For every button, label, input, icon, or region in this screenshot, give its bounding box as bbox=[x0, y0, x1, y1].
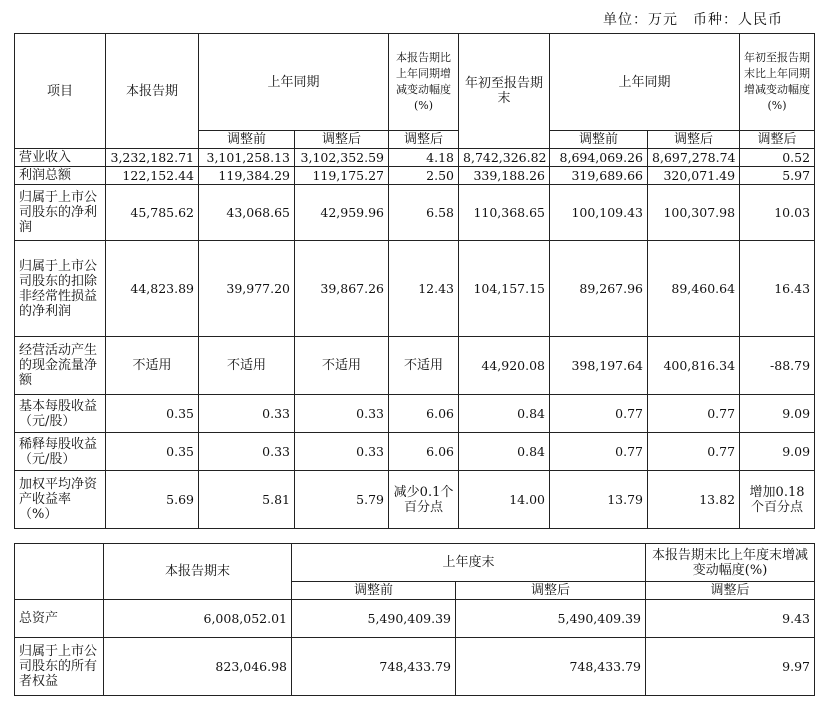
cell-value: 13.82 bbox=[648, 471, 740, 529]
row-label: 加权平均净资产收益率（%） bbox=[15, 471, 106, 529]
row-label: 归属于上市公司股东的扣除非经常性损益的净利润 bbox=[15, 241, 106, 337]
cell-value: 增加0.18个百分点 bbox=[740, 471, 815, 529]
cell-value: 5.97 bbox=[740, 167, 815, 185]
cell-value: 39,977.20 bbox=[199, 241, 295, 337]
header-change-ytd: 年初至报告期末比上年同期增减变动幅度(%) bbox=[740, 34, 815, 131]
header-before-adjustment: 调整前 bbox=[292, 582, 456, 600]
cell-value: 10.03 bbox=[740, 185, 815, 241]
table-row bbox=[15, 337, 815, 395]
row-label: 基本每股收益（元/股） bbox=[15, 395, 106, 433]
table-row bbox=[15, 185, 815, 241]
cell-value: 42,959.96 bbox=[295, 185, 389, 241]
cell-value: 8,697,278.74 bbox=[648, 149, 740, 167]
cell-value: 3,101,258.13 bbox=[199, 149, 295, 167]
cell-value: 748,433.79 bbox=[456, 638, 646, 696]
cell-value: 0.77 bbox=[550, 433, 648, 471]
cell-value: 0.33 bbox=[199, 433, 295, 471]
cell-value: -88.79 bbox=[740, 337, 815, 395]
financial-indicators-table bbox=[14, 33, 815, 529]
cell-value: 6.58 bbox=[389, 185, 459, 241]
row-label: 利润总额 bbox=[15, 167, 106, 185]
cell-value: 0.77 bbox=[550, 395, 648, 433]
table-row bbox=[15, 395, 815, 433]
cell-value: 0.35 bbox=[106, 433, 199, 471]
cell-value: 不适用 bbox=[106, 337, 199, 395]
row-label: 总资产 bbox=[15, 600, 104, 638]
table-row bbox=[15, 149, 815, 167]
cell-value: 不适用 bbox=[389, 337, 459, 395]
cell-value: 0.52 bbox=[740, 149, 815, 167]
cell-value: 6.06 bbox=[389, 395, 459, 433]
header-ytd: 年初至报告期末 bbox=[459, 34, 550, 149]
cell-value: 748,433.79 bbox=[292, 638, 456, 696]
cell-value: 110,368.65 bbox=[459, 185, 550, 241]
cell-value: 45,785.62 bbox=[106, 185, 199, 241]
cell-value: 6,008,052.01 bbox=[104, 600, 292, 638]
cell-value: 8,742,326.82 bbox=[459, 149, 550, 167]
cell-value: 不适用 bbox=[199, 337, 295, 395]
header-prior-year-ytd: 上年同期 bbox=[550, 34, 740, 131]
cell-value: 89,267.96 bbox=[550, 241, 648, 337]
header-change-after-adjustment-ytd: 调整后 bbox=[740, 131, 815, 149]
cell-value: 9.97 bbox=[646, 638, 815, 696]
table-row bbox=[15, 471, 815, 529]
cell-value: 13.79 bbox=[550, 471, 648, 529]
cell-value: 16.43 bbox=[740, 241, 815, 337]
cell-value: 0.33 bbox=[295, 395, 389, 433]
cell-value: 39,867.26 bbox=[295, 241, 389, 337]
cell-value: 12.43 bbox=[389, 241, 459, 337]
cell-value: 0.77 bbox=[648, 395, 740, 433]
cell-value: 44,920.08 bbox=[459, 337, 550, 395]
table-row bbox=[15, 241, 815, 337]
row-label: 归属于上市公司股东的净利润 bbox=[15, 185, 106, 241]
cell-value: 5.79 bbox=[295, 471, 389, 529]
header-before-adjustment: 调整前 bbox=[199, 131, 295, 149]
cell-value: 119,384.29 bbox=[199, 167, 295, 185]
header-after-adjustment-ytd: 调整后 bbox=[648, 131, 740, 149]
header-item: 项目 bbox=[15, 34, 106, 149]
cell-value: 8,694,069.26 bbox=[550, 149, 648, 167]
cell-value: 0.84 bbox=[459, 433, 550, 471]
cell-value: 44,823.89 bbox=[106, 241, 199, 337]
unit-currency-line: 单位：万元 币种：人民币 bbox=[603, 12, 783, 28]
cell-value: 100,109.43 bbox=[550, 185, 648, 241]
cell-value: 100,307.98 bbox=[648, 185, 740, 241]
cell-value: 400,816.34 bbox=[648, 337, 740, 395]
cell-value: 3,102,352.59 bbox=[295, 149, 389, 167]
cell-value: 减少0.1个百分点 bbox=[389, 471, 459, 529]
row-label: 归属于上市公司股东的所有者权益 bbox=[15, 638, 104, 696]
row-label: 经营活动产生的现金流量净额 bbox=[15, 337, 106, 395]
header-prior-year-end: 上年度末 bbox=[292, 544, 646, 582]
cell-value: 43,068.65 bbox=[199, 185, 295, 241]
row-label: 稀释每股收益（元/股） bbox=[15, 433, 106, 471]
cell-value: 5.69 bbox=[106, 471, 199, 529]
header-after-adjustment: 调整后 bbox=[295, 131, 389, 149]
cell-value: 14.00 bbox=[459, 471, 550, 529]
header-after-adjustment: 调整后 bbox=[456, 582, 646, 600]
cell-value: 339,188.26 bbox=[459, 167, 550, 185]
cell-value: 122,152.44 bbox=[106, 167, 199, 185]
cell-value: 320,071.49 bbox=[648, 167, 740, 185]
cell-value: 0.35 bbox=[106, 395, 199, 433]
header-blank bbox=[15, 544, 104, 600]
cell-value: 3,232,182.71 bbox=[106, 149, 199, 167]
cell-value: 9.43 bbox=[646, 600, 815, 638]
table-row bbox=[15, 638, 815, 696]
header-period-end: 本报告期末 bbox=[104, 544, 292, 600]
cell-value: 104,157.15 bbox=[459, 241, 550, 337]
table-row bbox=[15, 167, 815, 185]
cell-value: 0.77 bbox=[648, 433, 740, 471]
cell-value: 9.09 bbox=[740, 395, 815, 433]
cell-value: 5.81 bbox=[199, 471, 295, 529]
cell-value: 6.06 bbox=[389, 433, 459, 471]
header-change-vs-prior-year-end: 本报告期末比上年度末增减变动幅度(%) bbox=[646, 544, 815, 582]
cell-value: 不适用 bbox=[295, 337, 389, 395]
header-change-after-adjustment: 调整后 bbox=[646, 582, 815, 600]
cell-value: 0.33 bbox=[199, 395, 295, 433]
cell-value: 5,490,409.39 bbox=[456, 600, 646, 638]
cell-value: 398,197.64 bbox=[550, 337, 648, 395]
header-current-period: 本报告期 bbox=[106, 34, 199, 149]
table-row bbox=[15, 433, 815, 471]
header-prior-year-period: 上年同期 bbox=[199, 34, 389, 131]
cell-value: 0.84 bbox=[459, 395, 550, 433]
cell-value: 119,175.27 bbox=[295, 167, 389, 185]
balance-indicators-table bbox=[14, 543, 815, 696]
header-change-after-adjustment: 调整后 bbox=[389, 131, 459, 149]
cell-value: 89,460.64 bbox=[648, 241, 740, 337]
cell-value: 823,046.98 bbox=[104, 638, 292, 696]
cell-value: 2.50 bbox=[389, 167, 459, 185]
cell-value: 9.09 bbox=[740, 433, 815, 471]
cell-value: 319,689.66 bbox=[550, 167, 648, 185]
table-row bbox=[15, 600, 815, 638]
row-label: 营业收入 bbox=[15, 149, 106, 167]
cell-value: 0.33 bbox=[295, 433, 389, 471]
cell-value: 5,490,409.39 bbox=[292, 600, 456, 638]
header-change-current: 本报告期比上年同期增减变动幅度(%) bbox=[389, 34, 459, 131]
cell-value: 4.18 bbox=[389, 149, 459, 167]
header-before-adjustment-ytd: 调整前 bbox=[550, 131, 648, 149]
